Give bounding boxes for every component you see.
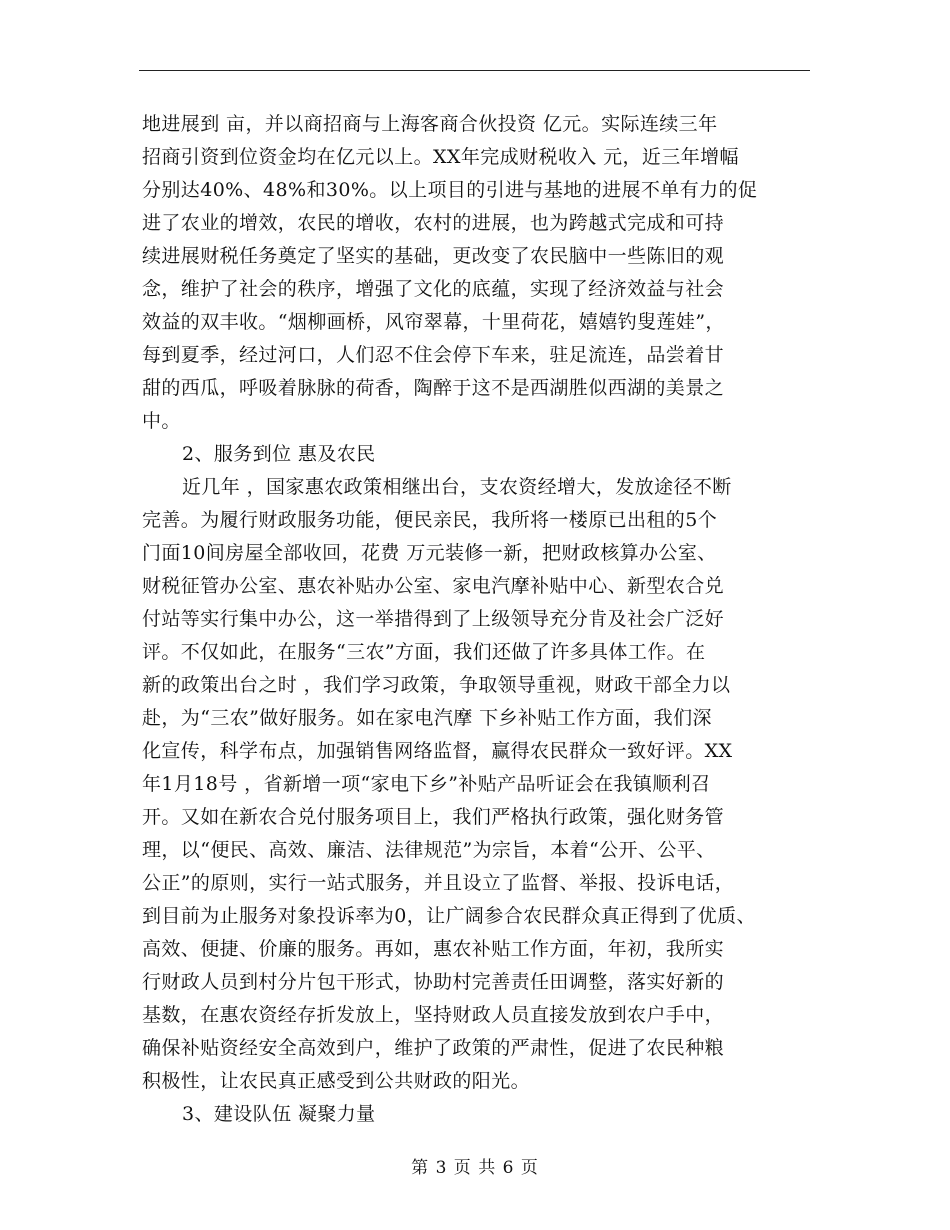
text-line: 积极性，让农民真正感受到公共财政的阳光。	[142, 1070, 531, 1092]
text-line: 地进展到 亩，并以商招商与上海客商合伙投资 亿元。实际连续三年	[142, 113, 718, 135]
text-line: 续进展财税任务奠定了坚实的基础，更改变了农民脑中一些陈旧的观	[142, 245, 725, 267]
text-line: 到目前为止服务对象投诉率为0，让广阔参合农民群众真正得到了优质、	[142, 905, 756, 927]
text-line: 中。	[142, 410, 181, 432]
text-line: 念，维护了社会的秩序，增强了文化的底蕴，实现了经济效益与社会	[142, 278, 725, 300]
text-line: 确保补贴资经安全高效到户，维护了政策的严肃性，促进了农民种粮	[142, 1037, 725, 1059]
text-line: 赴，为“三农”做好服务。如在家电汽摩 下乡补贴工作方面，我们深	[142, 707, 712, 729]
text-line: 开。又如在新农合兑付服务项目上，我们严格执行政策，强化财务管	[142, 806, 725, 828]
text-line: 化宣传，科学布点，加强销售网络监督，赢得农民群众一致好评。XX	[142, 740, 733, 762]
text-line: 每到夏季，经过河口，人们忍不住会停下车来，驻足流连，品尝着甘	[142, 344, 725, 366]
paragraph-start-line: 2、服务到位 惠及农民	[182, 443, 376, 465]
text-line: 甜的西瓜，呼吸着脉脉的荷香，陶醉于这不是西湖胜似西湖的美景之	[142, 377, 725, 399]
text-line: 付站等实行集中办公，这一举措得到了上级领导充分肯及社会广泛好	[142, 608, 725, 630]
text-line: 完善。为履行财政服务功能，便民亲民，我所将一楼原已出租的5个	[142, 509, 718, 531]
page-footer: 第 3 页 共 6 页	[411, 1158, 539, 1178]
text-line: 新的政策出台之时 ，我们学习政策，争取领导重视，财政干部全力以	[142, 674, 731, 696]
text-line: 高效、便捷、价廉的服务。再如，惠农补贴工作方面，年初，我所实	[142, 938, 725, 960]
text-line: 基数，在惠农资经存折发放上，坚持财政人员直接发放到农户手中，	[142, 1004, 725, 1026]
text-line: 财税征管办公室、惠农补贴办公室、家电汽摩补贴中心、新型农合兑	[142, 575, 725, 597]
text-line: 公正”的原则，实行一站式服务，并且设立了监督、举报、投诉电话，	[142, 872, 735, 894]
header-rule	[139, 70, 810, 71]
text-line: 进了农业的增效，农民的增收，农村的进展，也为跨越式完成和可持	[142, 212, 725, 234]
text-line: 门面10间房屋全部收回，花费 万元装修一新，把财政核算办公室、	[142, 542, 717, 564]
paragraph-start-line: 3、建设队伍 凝聚力量	[182, 1103, 376, 1125]
text-line: 分别达40%、48%和30%。以上项目的引进与基地的进展不单有力的促	[142, 179, 758, 201]
text-line: 效益的双丰收。“烟柳画桥，风帘翠幕，十里荷花，嬉嬉钓叟莲娃”，	[142, 311, 725, 333]
text-line: 理，以“便民、高效、廉洁、法律规范”为宗旨，本着“公开、公平、	[142, 839, 716, 861]
text-line: 评。不仅如此，在服务“三农”方面，我们还做了许多具体工作。在	[142, 641, 706, 663]
text-line: 年1月18号 ，省新增一项“家电下乡”补贴产品听证会在我镇顺利召	[142, 773, 711, 795]
text-line: 招商引资到位资金均在亿元以上。XX年完成财税收入 元，近三年增幅	[142, 146, 739, 168]
paragraph-start-line: 近几年 ，国家惠农政策相继出台，支农资经增大，发放途径不断	[182, 476, 732, 498]
document-body	[142, 108, 822, 1131]
text-line: 行财政人员到村分片包干形式，协助村完善责任田调整，落实好新的	[142, 971, 725, 993]
